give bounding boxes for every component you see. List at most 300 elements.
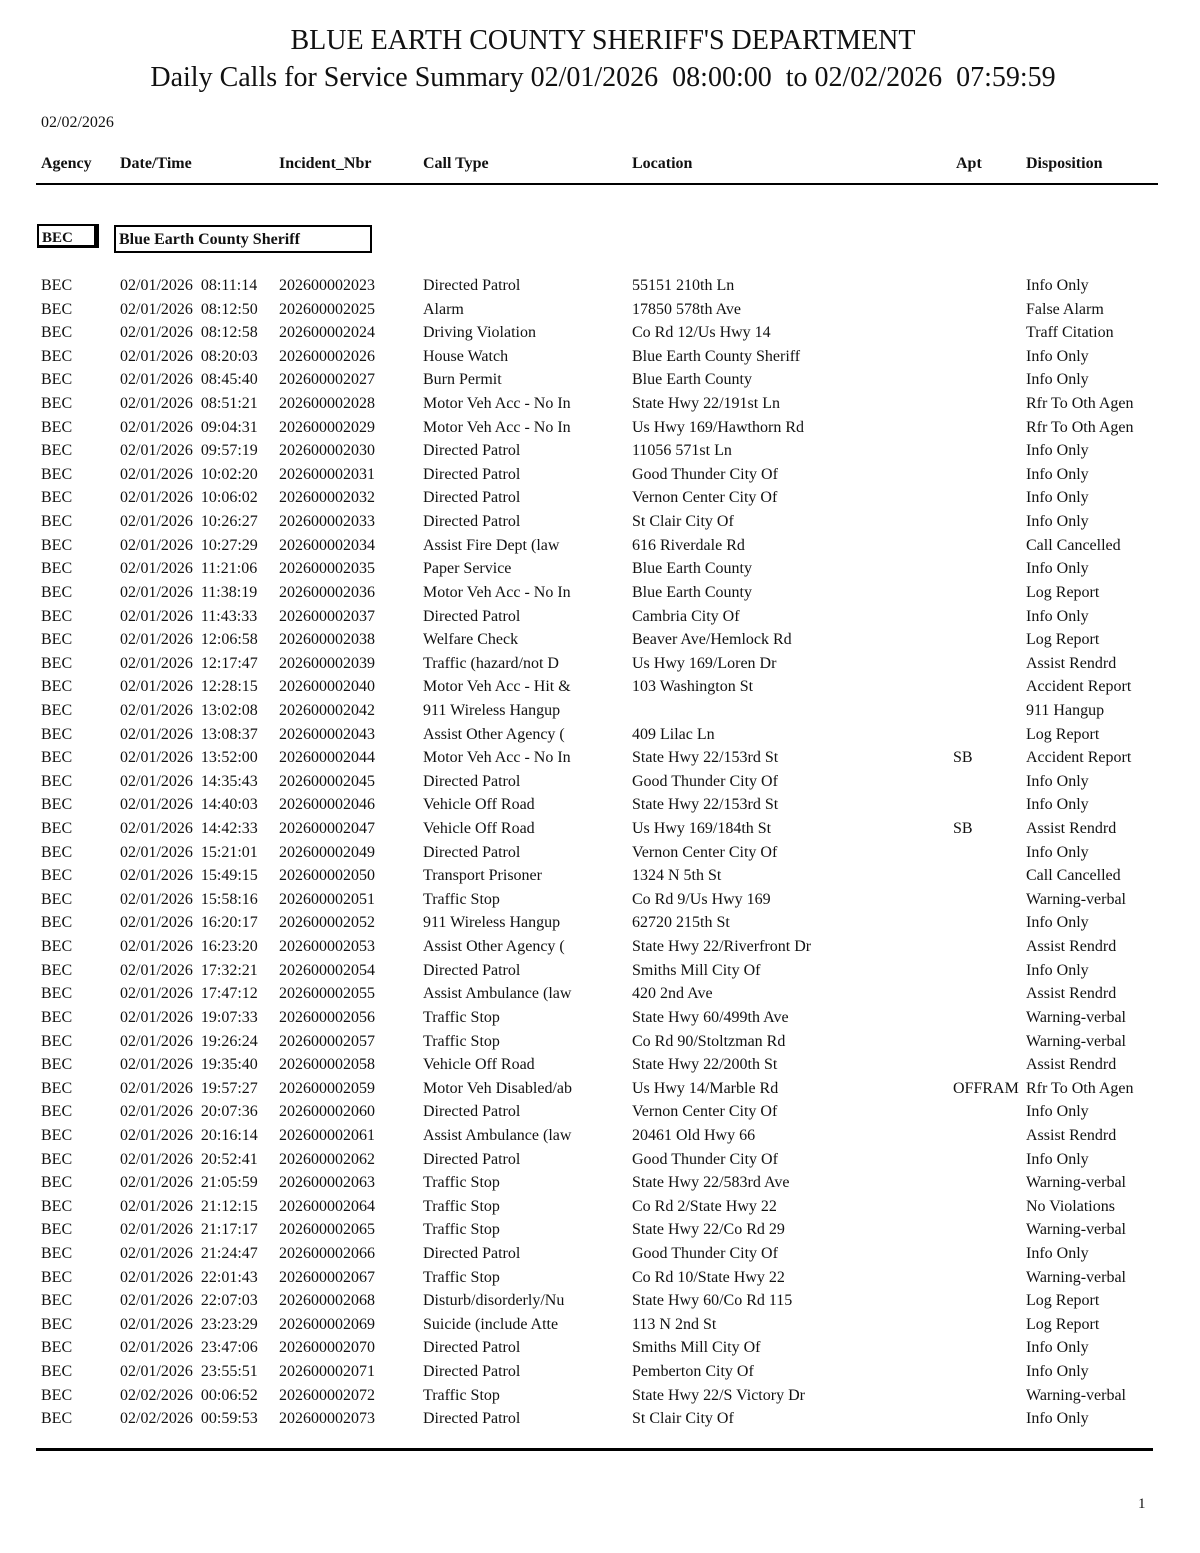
table-row xyxy=(0,581,1200,605)
cell-location: 62720 215th St xyxy=(632,914,730,932)
cell-location: Us Hwy 169/Loren Dr xyxy=(632,654,777,672)
cell-datetime: 02/01/2026 21:17:17 xyxy=(120,1221,258,1239)
cell-location: State Hwy 22/583rd Ave xyxy=(632,1174,790,1192)
footer-divider xyxy=(36,1448,1153,1451)
cell-calltype: 911 Wireless Hangup xyxy=(423,701,561,719)
column-header-disposition: Disposition xyxy=(1026,155,1103,172)
cell-location: St Clair City Of xyxy=(632,1410,734,1428)
cell-incident: 202600002024 xyxy=(279,324,375,342)
cell-disposition: Info Only xyxy=(1026,1150,1089,1168)
cell-calltype: Directed Patrol xyxy=(423,1244,521,1262)
cell-datetime: 02/01/2026 21:12:15 xyxy=(120,1197,258,1215)
cell-disposition: Warning-verbal xyxy=(1026,890,1126,908)
cell-calltype: Directed Patrol xyxy=(423,1150,521,1168)
table-row xyxy=(0,1336,1200,1360)
cell-agency: BEC xyxy=(41,701,73,719)
table-row xyxy=(0,557,1200,581)
table-row xyxy=(0,1218,1200,1242)
cell-calltype: Directed Patrol xyxy=(423,513,521,531)
cell-calltype: Assist Ambulance (law xyxy=(423,1126,572,1144)
cell-incident: 202600002034 xyxy=(279,536,375,554)
cell-agency: BEC xyxy=(41,820,73,838)
cell-agency: BEC xyxy=(41,678,73,696)
table-row xyxy=(0,274,1200,298)
table-row xyxy=(0,1242,1200,1266)
cell-disposition: Traff Citation xyxy=(1026,324,1114,342)
table-row xyxy=(0,1266,1200,1290)
cell-location: Co Rd 12/Us Hwy 14 xyxy=(632,324,771,342)
table-row xyxy=(0,746,1200,770)
cell-location: St Clair City Of xyxy=(632,513,734,531)
cell-disposition: Assist Rendrd xyxy=(1026,985,1117,1003)
cell-agency: BEC xyxy=(41,1292,73,1310)
cell-datetime: 02/01/2026 10:27:29 xyxy=(120,536,258,554)
cell-calltype: Motor Veh Acc - Hit & xyxy=(423,678,571,696)
cell-disposition: Info Only xyxy=(1026,1363,1089,1381)
cell-disposition: Rfr To Oth Agen xyxy=(1026,1079,1134,1097)
cell-disposition: Info Only xyxy=(1026,796,1089,814)
cell-incident: 202600002064 xyxy=(279,1197,375,1215)
cell-location: Blue Earth County Sheriff xyxy=(632,347,801,365)
cell-location: Co Rd 9/Us Hwy 169 xyxy=(632,890,771,908)
table-row xyxy=(0,888,1200,912)
column-header-location: Location xyxy=(632,155,693,172)
table-row xyxy=(0,605,1200,629)
cell-agency: BEC xyxy=(41,1079,73,1097)
table-row xyxy=(0,1407,1200,1431)
table-row xyxy=(0,699,1200,723)
cell-datetime: 02/01/2026 23:55:51 xyxy=(120,1363,258,1381)
cell-disposition: Info Only xyxy=(1026,371,1089,389)
cell-agency: BEC xyxy=(41,442,73,460)
cell-location: State Hwy 22/S Victory Dr xyxy=(632,1386,805,1404)
cell-agency: BEC xyxy=(41,1244,73,1262)
table-row xyxy=(0,1124,1200,1148)
cell-incident: 202600002029 xyxy=(279,418,375,436)
cell-location: Good Thunder City Of xyxy=(632,1150,778,1168)
cell-incident: 202600002028 xyxy=(279,395,375,413)
table-row xyxy=(0,1100,1200,1124)
table-row xyxy=(0,959,1200,983)
cell-calltype: Traffic Stop xyxy=(423,1268,500,1286)
cell-calltype: Directed Patrol xyxy=(423,1363,521,1381)
cell-agency: BEC xyxy=(41,1032,73,1050)
cell-disposition: Info Only xyxy=(1026,914,1089,932)
cell-disposition: Warning-verbal xyxy=(1026,1386,1126,1404)
cell-disposition: Call Cancelled xyxy=(1026,536,1121,554)
cell-calltype: Directed Patrol xyxy=(423,277,521,294)
cell-agency: BEC xyxy=(41,347,73,365)
cell-incident: 202600002066 xyxy=(279,1244,375,1262)
cell-datetime: 02/02/2026 00:59:53 xyxy=(120,1410,258,1428)
cell-agency: BEC xyxy=(41,985,73,1003)
table-row xyxy=(0,368,1200,392)
cell-datetime: 02/01/2026 09:57:19 xyxy=(120,442,258,460)
cell-location: Co Rd 2/State Hwy 22 xyxy=(632,1197,777,1215)
table-row xyxy=(0,793,1200,817)
cell-calltype: Directed Patrol xyxy=(423,1103,521,1121)
table-row xyxy=(0,1289,1200,1313)
cell-calltype: Traffic Stop xyxy=(423,1221,500,1239)
cell-incident: 202600002039 xyxy=(279,654,375,672)
cell-incident: 202600002043 xyxy=(279,725,375,743)
cell-disposition: Info Only xyxy=(1026,961,1089,979)
cell-disposition: Log Report xyxy=(1026,1315,1100,1333)
cell-disposition: Log Report xyxy=(1026,1292,1100,1310)
cell-incident: 202600002046 xyxy=(279,796,375,814)
cell-calltype: Paper Service xyxy=(423,560,512,578)
cell-location: 113 N 2nd St xyxy=(632,1315,717,1333)
cell-datetime: 02/01/2026 21:24:47 xyxy=(120,1244,258,1262)
column-header-agency: Agency xyxy=(41,155,92,172)
cell-location: Smiths Mill City Of xyxy=(632,1339,761,1357)
cell-incident: 202600002060 xyxy=(279,1103,375,1121)
cell-agency: BEC xyxy=(41,371,73,389)
cell-agency: BEC xyxy=(41,1339,73,1357)
cell-incident: 202600002053 xyxy=(279,938,375,956)
cell-incident: 202600002073 xyxy=(279,1410,375,1428)
cell-disposition: Accident Report xyxy=(1026,678,1132,696)
cell-disposition: Call Cancelled xyxy=(1026,867,1121,885)
cell-agency: BEC xyxy=(41,465,73,483)
cell-incident: 202600002068 xyxy=(279,1292,375,1310)
table-row xyxy=(0,510,1200,534)
cell-apt: SB xyxy=(953,820,973,838)
cell-agency: BEC xyxy=(41,418,73,436)
cell-location: Beaver Ave/Hemlock Rd xyxy=(632,631,792,649)
cell-agency: BEC xyxy=(41,1103,73,1121)
cell-agency: BEC xyxy=(41,1363,73,1381)
cell-agency: BEC xyxy=(41,607,73,625)
cell-apt: OFFRAM xyxy=(953,1079,1019,1097)
cell-agency: BEC xyxy=(41,961,73,979)
cell-incident: 202600002042 xyxy=(279,701,375,719)
cell-incident: 202600002072 xyxy=(279,1386,375,1404)
cell-agency: BEC xyxy=(41,1174,73,1192)
cell-agency: BEC xyxy=(41,513,73,531)
cell-agency: BEC xyxy=(41,772,73,790)
cell-calltype: Vehicle Off Road xyxy=(423,1056,535,1074)
cell-calltype: Traffic (hazard/not D xyxy=(423,654,559,672)
cell-datetime: 02/01/2026 12:06:58 xyxy=(120,631,258,649)
cell-disposition: Info Only xyxy=(1026,1339,1089,1357)
cell-calltype: Traffic Stop xyxy=(423,1386,500,1404)
cell-calltype: 911 Wireless Hangup xyxy=(423,914,561,932)
table-row xyxy=(0,982,1200,1006)
cell-calltype: Directed Patrol xyxy=(423,442,521,460)
cell-datetime: 02/01/2026 08:12:58 xyxy=(120,324,258,342)
cell-location: 1324 N 5th St xyxy=(632,867,722,885)
table-row xyxy=(0,463,1200,487)
header-divider xyxy=(36,183,1158,185)
cell-incident: 202600002026 xyxy=(279,347,375,365)
cell-datetime: 02/01/2026 19:26:24 xyxy=(120,1032,258,1050)
cell-disposition: Info Only xyxy=(1026,560,1089,578)
cell-calltype: Directed Patrol xyxy=(423,1339,521,1357)
table-row xyxy=(0,298,1200,322)
cell-incident: 202600002023 xyxy=(279,277,375,294)
cell-incident: 202600002027 xyxy=(279,371,375,389)
cell-disposition: Info Only xyxy=(1026,1410,1089,1428)
table-row xyxy=(0,1077,1200,1101)
table-row xyxy=(0,486,1200,510)
cell-location: 616 Riverdale Rd xyxy=(632,536,745,554)
cell-datetime: 02/01/2026 22:01:43 xyxy=(120,1268,258,1286)
cell-incident: 202600002036 xyxy=(279,583,375,601)
table-row xyxy=(0,534,1200,558)
cell-location: 409 Lilac Ln xyxy=(632,725,715,743)
cell-datetime: 02/01/2026 13:08:37 xyxy=(120,725,258,743)
column-header-incident: Incident_Nbr xyxy=(279,155,372,172)
cell-location: State Hwy 22/191st Ln xyxy=(632,395,780,413)
cell-disposition: Info Only xyxy=(1026,607,1089,625)
agency-code-box: BEC xyxy=(37,224,99,248)
cell-datetime: 02/01/2026 20:07:36 xyxy=(120,1103,258,1121)
cell-calltype: Motor Veh Acc - No In xyxy=(423,749,571,767)
cell-location: Pemberton City Of xyxy=(632,1363,754,1381)
cell-agency: BEC xyxy=(41,583,73,601)
cell-disposition: Assist Rendrd xyxy=(1026,654,1117,672)
cell-datetime: 02/01/2026 11:43:33 xyxy=(120,607,258,625)
cell-incident: 202600002067 xyxy=(279,1268,375,1286)
agency-name-box: Blue Earth County Sheriff xyxy=(114,225,372,253)
cell-datetime: 02/01/2026 19:57:27 xyxy=(120,1079,258,1097)
cell-datetime: 02/01/2026 15:21:01 xyxy=(120,843,258,861)
cell-disposition: Warning-verbal xyxy=(1026,1008,1126,1026)
table-row xyxy=(0,841,1200,865)
cell-calltype: Assist Fire Dept (law xyxy=(423,536,560,554)
cell-incident: 202600002061 xyxy=(279,1126,375,1144)
cell-datetime: 02/01/2026 12:28:15 xyxy=(120,678,258,696)
cell-location: 17850 578th Ave xyxy=(632,300,742,318)
table-row xyxy=(0,864,1200,888)
cell-location: Us Hwy 14/Marble Rd xyxy=(632,1079,779,1097)
cell-location: State Hwy 22/Riverfront Dr xyxy=(632,938,812,956)
cell-calltype: Motor Veh Acc - No In xyxy=(423,418,571,436)
table-row xyxy=(0,1195,1200,1219)
cell-calltype: Directed Patrol xyxy=(423,489,521,507)
cell-location: Blue Earth County xyxy=(632,583,752,601)
cell-incident: 202600002054 xyxy=(279,961,375,979)
cell-calltype: Burn Permit xyxy=(423,371,502,389)
cell-location: 55151 210th Ln xyxy=(632,277,735,294)
table-row xyxy=(0,345,1200,369)
cell-incident: 202600002059 xyxy=(279,1079,375,1097)
table-row xyxy=(0,1030,1200,1054)
cell-incident: 202600002052 xyxy=(279,914,375,932)
cell-disposition: Warning-verbal xyxy=(1026,1032,1126,1050)
cell-incident: 202600002044 xyxy=(279,749,375,767)
cell-agency: BEC xyxy=(41,277,73,294)
cell-disposition: Info Only xyxy=(1026,1103,1089,1121)
cell-disposition: Warning-verbal xyxy=(1026,1268,1126,1286)
cell-incident: 202600002032 xyxy=(279,489,375,507)
cell-datetime: 02/01/2026 21:05:59 xyxy=(120,1174,258,1192)
cell-calltype: Driving Violation xyxy=(423,324,536,342)
cell-incident: 202600002071 xyxy=(279,1363,375,1381)
cell-agency: BEC xyxy=(41,1410,73,1428)
cell-agency: BEC xyxy=(41,867,73,885)
table-row xyxy=(0,392,1200,416)
cell-disposition: Info Only xyxy=(1026,772,1089,790)
cell-calltype: Assist Ambulance (law xyxy=(423,985,572,1003)
cell-calltype: Welfare Check xyxy=(423,631,519,649)
cell-disposition: Info Only xyxy=(1026,442,1089,460)
cell-location: 11056 571st Ln xyxy=(632,442,732,460)
cell-calltype: Alarm xyxy=(423,300,464,318)
cell-datetime: 02/01/2026 11:38:19 xyxy=(120,583,258,601)
cell-calltype: Motor Veh Acc - No In xyxy=(423,583,571,601)
cell-calltype: Transport Prisoner xyxy=(423,867,542,885)
cell-location: Good Thunder City Of xyxy=(632,1244,778,1262)
cell-calltype: Motor Veh Disabled/ab xyxy=(423,1079,573,1097)
cell-incident: 202600002051 xyxy=(279,890,375,908)
cell-datetime: 02/02/2026 00:06:52 xyxy=(120,1386,258,1404)
cell-disposition: Assist Rendrd xyxy=(1026,820,1117,838)
print-date: 02/02/2026 xyxy=(41,114,114,131)
cell-disposition: Info Only xyxy=(1026,843,1089,861)
cell-datetime: 02/01/2026 13:52:00 xyxy=(120,749,258,767)
cell-incident: 202600002070 xyxy=(279,1339,375,1357)
cell-datetime: 02/01/2026 23:47:06 xyxy=(120,1339,258,1357)
cell-disposition: Assist Rendrd xyxy=(1026,1126,1117,1144)
cell-disposition: Warning-verbal xyxy=(1026,1221,1126,1239)
column-header-datetime: Date/Time xyxy=(120,155,192,172)
cell-location: 20461 Old Hwy 66 xyxy=(632,1126,756,1144)
table-row xyxy=(0,628,1200,652)
cell-datetime: 02/01/2026 15:49:15 xyxy=(120,867,258,885)
cell-datetime: 02/01/2026 20:52:41 xyxy=(120,1150,258,1168)
cell-incident: 202600002050 xyxy=(279,867,375,885)
cell-datetime: 02/01/2026 09:04:31 xyxy=(120,418,258,436)
cell-agency: BEC xyxy=(41,654,73,672)
cell-datetime: 02/01/2026 08:12:50 xyxy=(120,300,258,318)
cell-incident: 202600002035 xyxy=(279,560,375,578)
cell-disposition: Info Only xyxy=(1026,513,1089,531)
table-row xyxy=(0,911,1200,935)
cell-agency: BEC xyxy=(41,1150,73,1168)
table-row xyxy=(0,723,1200,747)
cell-agency: BEC xyxy=(41,1126,73,1144)
cell-incident: 202600002025 xyxy=(279,300,375,318)
cell-datetime: 02/01/2026 17:47:12 xyxy=(120,985,258,1003)
cell-agency: BEC xyxy=(41,489,73,507)
cell-agency: BEC xyxy=(41,324,73,342)
cell-location: Co Rd 10/State Hwy 22 xyxy=(632,1268,785,1286)
cell-datetime: 02/01/2026 16:23:20 xyxy=(120,938,258,956)
cell-agency: BEC xyxy=(41,536,73,554)
cell-location: Blue Earth County xyxy=(632,560,752,578)
cell-calltype: Suicide (include Atte xyxy=(423,1315,559,1333)
cell-disposition: Log Report xyxy=(1026,583,1100,601)
cell-calltype: Traffic Stop xyxy=(423,1174,500,1192)
cell-location: Co Rd 90/Stoltzman Rd xyxy=(632,1032,786,1050)
cell-calltype: House Watch xyxy=(423,347,509,365)
cell-incident: 202600002058 xyxy=(279,1056,375,1074)
cell-calltype: Directed Patrol xyxy=(423,1410,521,1428)
cell-location: Vernon Center City Of xyxy=(632,489,778,507)
cell-incident: 202600002065 xyxy=(279,1221,375,1239)
cell-agency: BEC xyxy=(41,300,73,318)
table-row xyxy=(0,1171,1200,1195)
cell-incident: 202600002055 xyxy=(279,985,375,1003)
cell-location: State Hwy 22/Co Rd 29 xyxy=(632,1221,785,1239)
cell-agency: BEC xyxy=(41,725,73,743)
cell-calltype: Assist Other Agency ( xyxy=(423,725,565,743)
cell-agency: BEC xyxy=(41,1268,73,1286)
cell-agency: BEC xyxy=(41,914,73,932)
cell-agency: BEC xyxy=(41,890,73,908)
cell-disposition: Info Only xyxy=(1026,347,1089,365)
cell-calltype: Vehicle Off Road xyxy=(423,820,535,838)
report-subtitle: Daily Calls for Service Summary 02/01/2026 08:00:00 to 02/02/2026 07:59:59 xyxy=(150,62,1056,93)
cell-datetime: 02/01/2026 15:58:16 xyxy=(120,890,258,908)
cell-disposition: Info Only xyxy=(1026,489,1089,507)
table-row xyxy=(0,817,1200,841)
cell-incident: 202600002038 xyxy=(279,631,375,649)
table-row xyxy=(0,321,1200,345)
cell-disposition: Rfr To Oth Agen xyxy=(1026,395,1134,413)
cell-calltype: Traffic Stop xyxy=(423,1032,500,1050)
cell-datetime: 02/01/2026 19:35:40 xyxy=(120,1056,258,1074)
cell-agency: BEC xyxy=(41,1221,73,1239)
cell-disposition: False Alarm xyxy=(1026,300,1104,318)
table-row xyxy=(0,652,1200,676)
table-row xyxy=(0,416,1200,440)
cell-location: State Hwy 22/153rd St xyxy=(632,796,779,814)
cell-agency: BEC xyxy=(41,1386,73,1404)
cell-agency: BEC xyxy=(41,560,73,578)
cell-calltype: Assist Other Agency ( xyxy=(423,938,565,956)
cell-datetime: 02/01/2026 10:06:02 xyxy=(120,489,258,507)
table-row xyxy=(0,770,1200,794)
cell-disposition: Log Report xyxy=(1026,631,1100,649)
cell-incident: 202600002062 xyxy=(279,1150,375,1168)
cell-calltype: Traffic Stop xyxy=(423,1197,500,1215)
calls-table xyxy=(0,274,1200,1431)
cell-disposition: Info Only xyxy=(1026,1244,1089,1262)
cell-datetime: 02/01/2026 08:20:03 xyxy=(120,347,258,365)
cell-location: Good Thunder City Of xyxy=(632,465,778,483)
column-header-calltype: Call Type xyxy=(423,155,489,172)
cell-location: Vernon Center City Of xyxy=(632,1103,778,1121)
cell-location: State Hwy 22/153rd St xyxy=(632,749,779,767)
table-row xyxy=(0,1313,1200,1337)
cell-agency: BEC xyxy=(41,1315,73,1333)
cell-incident: 202600002057 xyxy=(279,1032,375,1050)
cell-disposition: Warning-verbal xyxy=(1026,1174,1126,1192)
table-row xyxy=(0,1384,1200,1408)
cell-datetime: 02/01/2026 17:32:21 xyxy=(120,961,258,979)
cell-calltype: Directed Patrol xyxy=(423,843,521,861)
cell-datetime: 02/01/2026 08:45:40 xyxy=(120,371,258,389)
cell-incident: 202600002045 xyxy=(279,772,375,790)
cell-datetime: 02/01/2026 08:11:14 xyxy=(120,277,258,294)
cell-agency: BEC xyxy=(41,749,73,767)
cell-agency: BEC xyxy=(41,1197,73,1215)
cell-datetime: 02/01/2026 22:07:03 xyxy=(120,1292,258,1310)
cell-agency: BEC xyxy=(41,1008,73,1026)
cell-incident: 202600002030 xyxy=(279,442,375,460)
cell-datetime: 02/01/2026 08:51:21 xyxy=(120,395,258,413)
cell-disposition: Info Only xyxy=(1026,277,1089,294)
cell-incident: 202600002040 xyxy=(279,678,375,696)
cell-datetime: 02/01/2026 10:02:20 xyxy=(120,465,258,483)
cell-agency: BEC xyxy=(41,395,73,413)
cell-location: Blue Earth County xyxy=(632,371,752,389)
cell-datetime: 02/01/2026 14:42:33 xyxy=(120,820,258,838)
cell-disposition: Rfr To Oth Agen xyxy=(1026,418,1134,436)
